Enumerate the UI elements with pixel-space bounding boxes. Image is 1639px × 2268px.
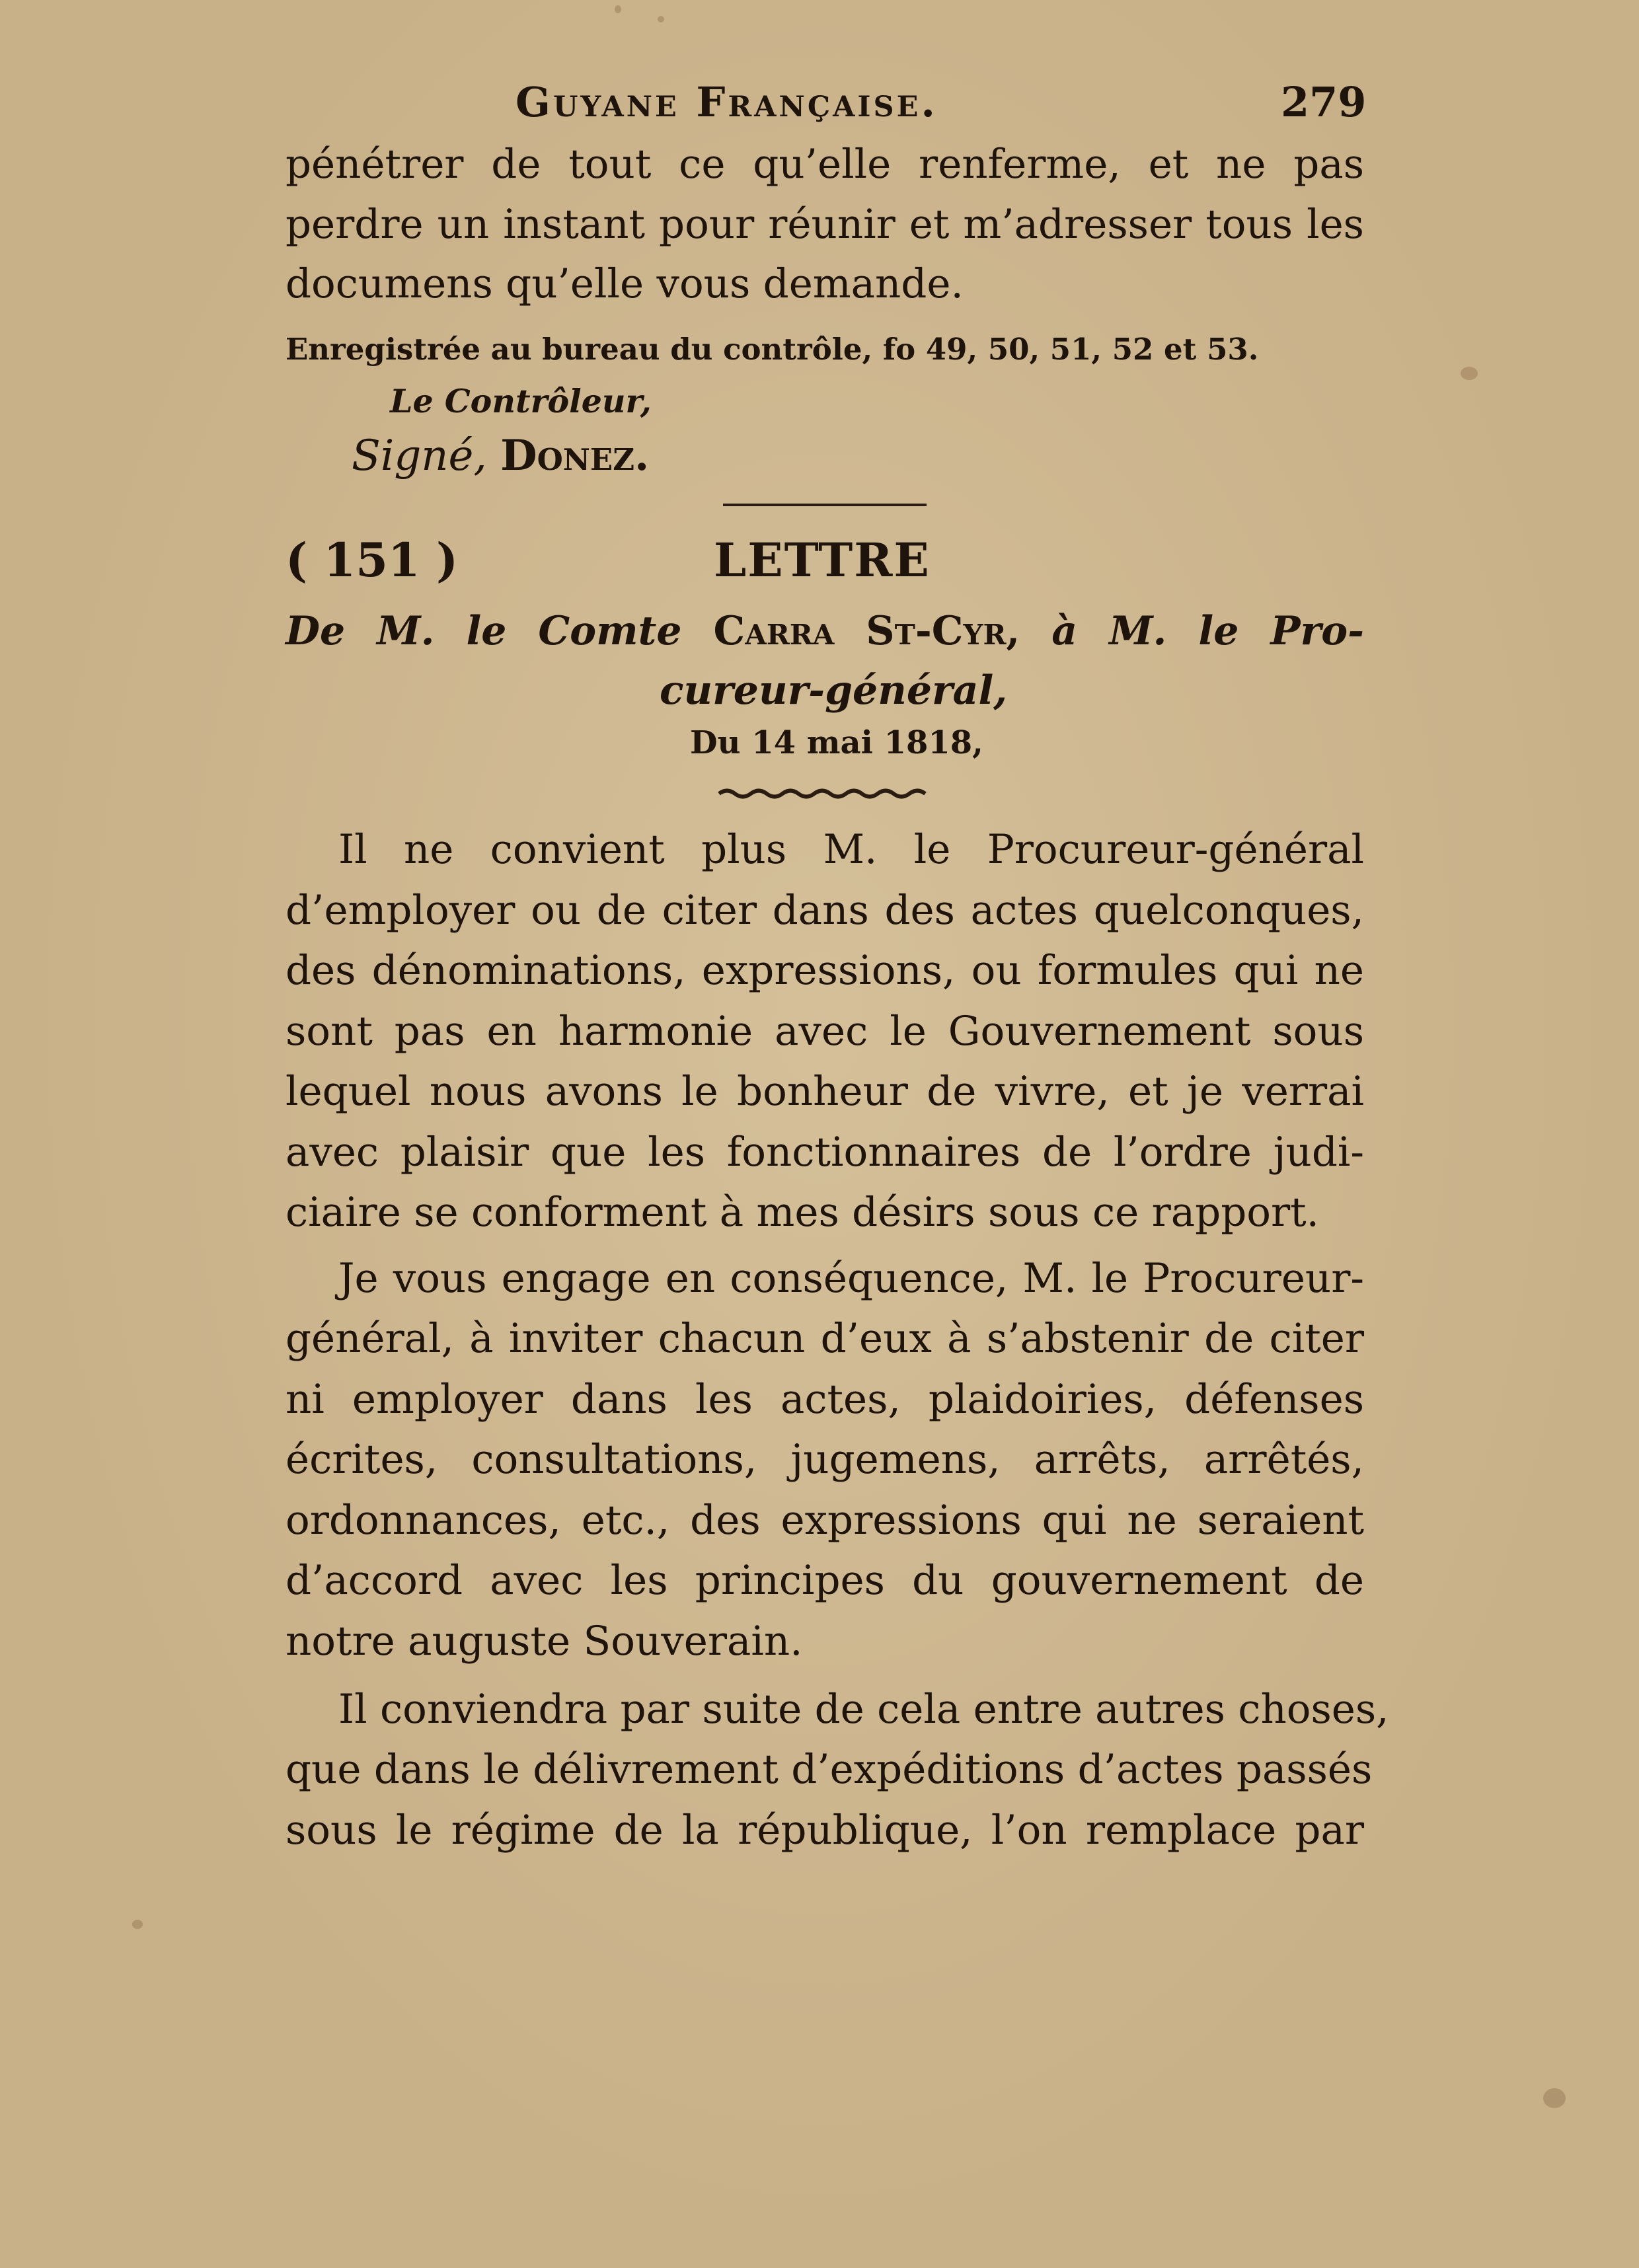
document-title: LETTRE	[714, 533, 931, 587]
text-line: perdre un instant pour réunir et m’adresser tous les	[286, 201, 1364, 248]
signe-label: Signé,	[352, 432, 487, 480]
text-line: ciaire se conforment à mes désirs sous ce rapport.	[286, 1189, 1320, 1236]
document-number: ( 151 )	[286, 533, 459, 587]
registration-note: Enregistrée au bureau du contrôle, fo 49, 50, 51, 52 et 53.	[286, 332, 1259, 367]
ornament-divider	[718, 786, 927, 801]
text-line: sous le régime de la république, l’on remplace par	[286, 1807, 1364, 1854]
text-line: ordonnances, etc., des expressions qui ne seraient	[286, 1497, 1364, 1544]
text-line: général, à inviter chacun d’eux à s’abstenir de citer	[286, 1315, 1364, 1362]
controleur-label: Le Contrôleur,	[390, 382, 652, 420]
address-suffix: à M. le Pro-	[1051, 608, 1365, 654]
text-line: avec plaisir que les fonctionnaires de l’ordre judi-	[286, 1129, 1364, 1176]
text-line: notre auguste Souverain.	[286, 1618, 803, 1665]
text-line: lequel nous avons le bonheur de vivre, et je verrai	[286, 1068, 1364, 1115]
text-line: écrites, consultations, jugemens, arrêts, arrêtés,	[286, 1436, 1364, 1483]
text-line: pénétrer de tout ce qu’elle renferme, et ne pas	[286, 141, 1364, 188]
page-speck	[132, 1920, 143, 1929]
signature-line	[352, 431, 649, 480]
page-number: 279	[1281, 78, 1367, 126]
text-line: d’employer ou de citer dans des actes quelconques,	[286, 887, 1364, 934]
running-title: Guyane Française.	[515, 78, 938, 126]
text-line: d’accord avec les principes du gouvernement de	[286, 1557, 1364, 1604]
address-prefix: De M. le Comte	[286, 608, 682, 654]
section-rule	[723, 504, 927, 506]
text-line: des dénominations, expressions, ou formules qui ne	[286, 947, 1364, 994]
text-line: que dans le délivrement d’expéditions d’actes passés	[286, 1746, 1373, 1793]
text-line: documens qu’elle vous demande.	[286, 260, 964, 307]
page-speck	[1543, 2088, 1566, 2108]
page-speck	[658, 16, 664, 22]
page-speck	[1461, 367, 1478, 380]
signatory-name: Donez.	[500, 431, 650, 480]
text-line: ni employer dans les actes, plaidoiries, défenses	[286, 1376, 1364, 1423]
address-line	[286, 608, 1364, 654]
text-line: Il ne convient plus M. le Procureur-général	[338, 826, 1364, 873]
text-line: Il conviendra par suite de cela entre autres choses,	[338, 1686, 1389, 1733]
text-line: Je vous engage en conséquence, M. le Procureur-	[338, 1255, 1364, 1302]
text-line: sont pas en harmonie avec le Gouvernement sous	[286, 1008, 1364, 1055]
letter-date: Du 14 mai 1818,	[690, 724, 983, 761]
page-speck	[615, 5, 621, 13]
address-name: Carra St-Cyr,	[713, 608, 1020, 654]
address-line-2: cureur-général,	[660, 667, 1008, 714]
